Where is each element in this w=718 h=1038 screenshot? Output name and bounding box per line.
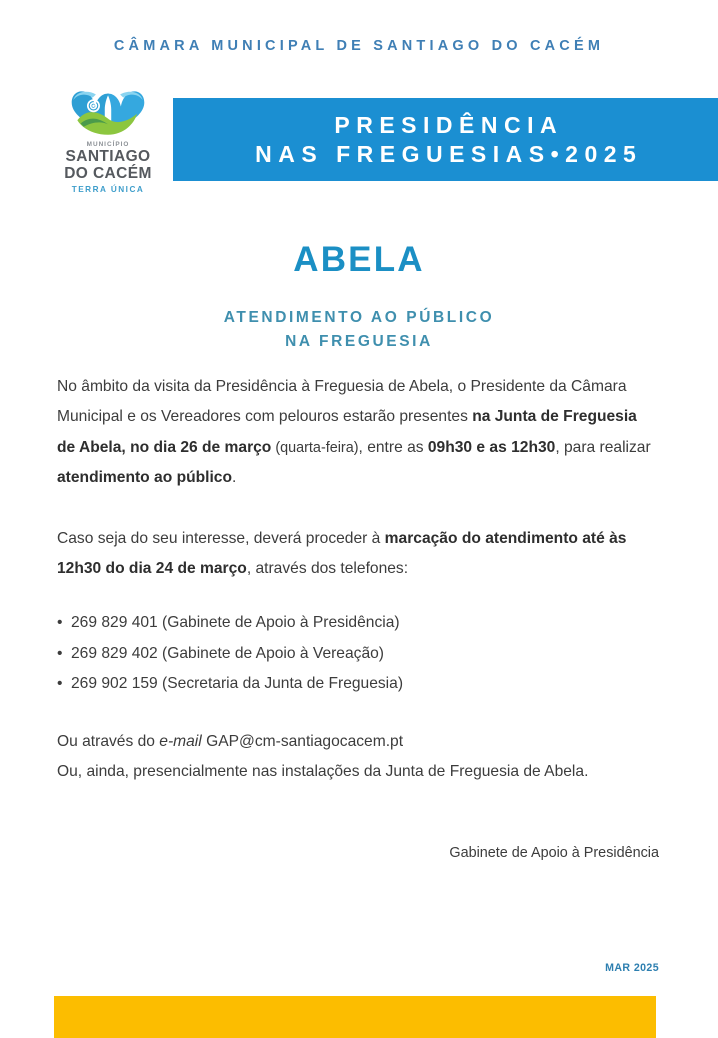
spacer-1 bbox=[57, 494, 659, 524]
p1-part1: No âmbito da visita da Presidência à Freguesia de Abela, o Presidente da Câmara Municipal e os Vereadores com pelouros estarão presentes bbox=[57, 378, 627, 426]
p2-bold-marcacao: marcação do atendimento até às 12h30 do dia 24 de março bbox=[57, 529, 627, 578]
email-italic-label: e-mail bbox=[159, 732, 202, 750]
campaign-banner bbox=[173, 98, 718, 181]
paragraph-visit-details bbox=[57, 372, 659, 494]
footer-color-bar bbox=[54, 996, 656, 1038]
p2-part1: Caso seja do seu interesse, deverá proceder à bbox=[57, 529, 385, 547]
banner-title-line1: PRESIDÊNCIA bbox=[334, 112, 564, 139]
phone-list bbox=[57, 608, 659, 699]
p1-weekday: (quarta-feira) bbox=[271, 439, 359, 456]
page-subtitle-line1: ATENDIMENTO AO PÚBLICO bbox=[223, 309, 495, 326]
list-item-phone-2: • 269 829 402 (Gabinete de Apoio à Vereação) bbox=[57, 639, 659, 669]
p1-bold-atendimento: atendimento ao público bbox=[57, 469, 233, 487]
paragraph-booking bbox=[57, 524, 659, 585]
page-subtitle-line2: NA FREGUESIA bbox=[285, 333, 433, 351]
p1-bold-horario: 09h30 e as 12h30 bbox=[427, 438, 556, 456]
signature-line: Gabinete de Apoio à Presidência bbox=[449, 845, 659, 861]
banner-title-line2: NAS FREGUESIAS•2025 bbox=[255, 140, 643, 167]
p1-part5: . bbox=[232, 469, 237, 487]
list-item-phone-1: • 269 829 401 (Gabinete de Apoio à Presidência) bbox=[57, 608, 659, 638]
municipality-logo bbox=[52, 88, 164, 194]
logo-tagline: TERRA ÚNICA bbox=[71, 184, 145, 194]
spacer-2 bbox=[57, 584, 659, 608]
p1-part3: , entre as bbox=[358, 438, 428, 456]
p2-part2: , através dos telefones: bbox=[246, 560, 409, 578]
footer-date: MAR 2025 bbox=[605, 962, 659, 974]
page-title: ABELA bbox=[293, 240, 425, 279]
logo-name-line1: SANTIAGO bbox=[65, 148, 151, 166]
spacer-3 bbox=[57, 700, 659, 727]
p1-part4: , para realizar bbox=[555, 438, 651, 456]
organisation-header: CÂMARA MUNICIPAL DE SANTIAGO DO CACÉM bbox=[113, 38, 605, 54]
heart-wave-shell-icon bbox=[69, 88, 147, 138]
email-part1: Ou através do bbox=[57, 732, 160, 750]
logo-municipio-label: MUNICÍPIO bbox=[86, 141, 130, 148]
body-content bbox=[57, 372, 659, 787]
page-subtitle bbox=[0, 306, 718, 354]
paragraph-email bbox=[57, 727, 659, 757]
p1-bold-junta-data: na Junta de Freguesia de Abela, no dia 26 de março bbox=[57, 408, 637, 456]
list-item-phone-3: • 269 902 159 (Secretaria da Junta de Freguesia) bbox=[57, 669, 659, 699]
paragraph-presential: Ou, ainda, presencialmente nas instalações da Junta de Freguesia de Abela. bbox=[57, 763, 589, 781]
logo-name-line2: DO CACÉM bbox=[64, 164, 152, 182]
email-address: GAP@cm-santiagocacem.pt bbox=[201, 732, 404, 750]
